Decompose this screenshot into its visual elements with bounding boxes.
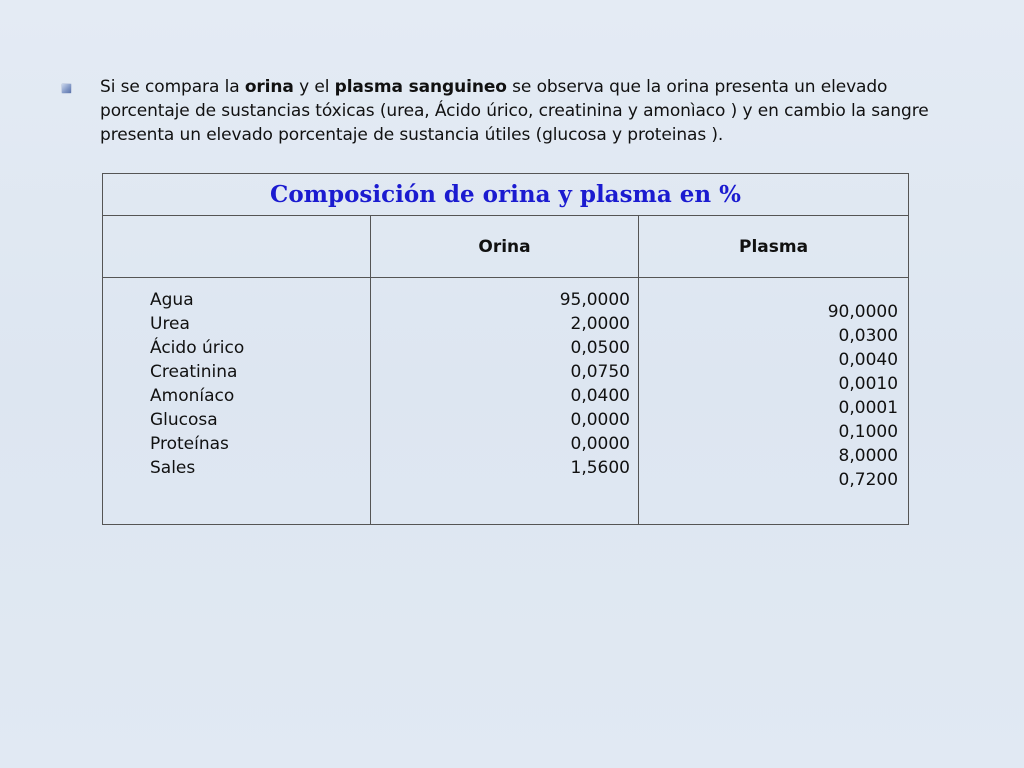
orina-value-amoniaco: 0,0400 <box>570 386 630 406</box>
row-name-sales: Sales <box>150 458 196 478</box>
row-name-proteinas: Proteínas <box>150 434 229 454</box>
table-title: Composición de orina y plasma en % <box>103 174 909 216</box>
orina-value-agua: 95,0000 <box>559 290 630 310</box>
plasma-value-glucosa: 0,1000 <box>838 422 899 442</box>
plasma-value-amoniaco: 0,0001 <box>838 398 899 418</box>
plasma-value-proteinas: 8,0000 <box>838 446 899 466</box>
bullet-text-part2: y el <box>293 77 335 97</box>
orina-value-creatinina: 0,0750 <box>570 362 630 382</box>
plasma-value-acido-urico: 0,0040 <box>838 350 899 370</box>
bullet-text <box>100 75 942 147</box>
header-blank <box>103 216 371 278</box>
bullet-text-part1: Si se compara la <box>100 77 245 97</box>
plasma-value-agua: 90,0000 <box>827 302 899 322</box>
orina-value-acido-urico: 0,0500 <box>570 338 630 358</box>
header-orina: Orina <box>371 216 639 278</box>
row-name-amoniaco: Amoníaco <box>150 386 235 406</box>
plasma-value-creatinina: 0,0010 <box>838 374 899 394</box>
row-name-acido-urico: Ácido úrico <box>150 338 245 358</box>
bullet-text-part3: se observa que la orina presenta un elevado porcentaje de sustancias tóxicas (urea, Ácido úrico, creatinina y amonìaco ) y en cambio la sangre presenta un elevado porcentaje de sustancia útiles (glucosa y proteinas ). <box>100 77 929 145</box>
orina-column <box>371 278 639 525</box>
names-column <box>103 278 371 525</box>
plasma-value-sales: 0,7200 <box>838 470 899 490</box>
bullet-square-icon <box>62 84 71 93</box>
orina-value-glucosa: 0,0000 <box>570 410 630 430</box>
row-name-glucosa: Glucosa <box>150 410 218 430</box>
row-name-urea: Urea <box>150 314 190 334</box>
row-name-creatinina: Creatinina <box>150 362 238 382</box>
bullet-paragraph <box>62 75 942 147</box>
composition-table <box>102 173 909 525</box>
orina-value-sales: 1,5600 <box>570 458 630 478</box>
bullet-bold-orina: orina <box>244 77 294 97</box>
row-name-agua: Agua <box>150 290 194 310</box>
plasma-column <box>639 278 909 525</box>
orina-value-proteinas: 0,0000 <box>570 434 630 454</box>
header-plasma: Plasma <box>639 216 909 278</box>
plasma-value-urea: 0,0300 <box>838 326 899 346</box>
orina-value-urea: 2,0000 <box>570 314 630 334</box>
bullet-bold-plasma: plasma sanguineo <box>334 77 507 97</box>
